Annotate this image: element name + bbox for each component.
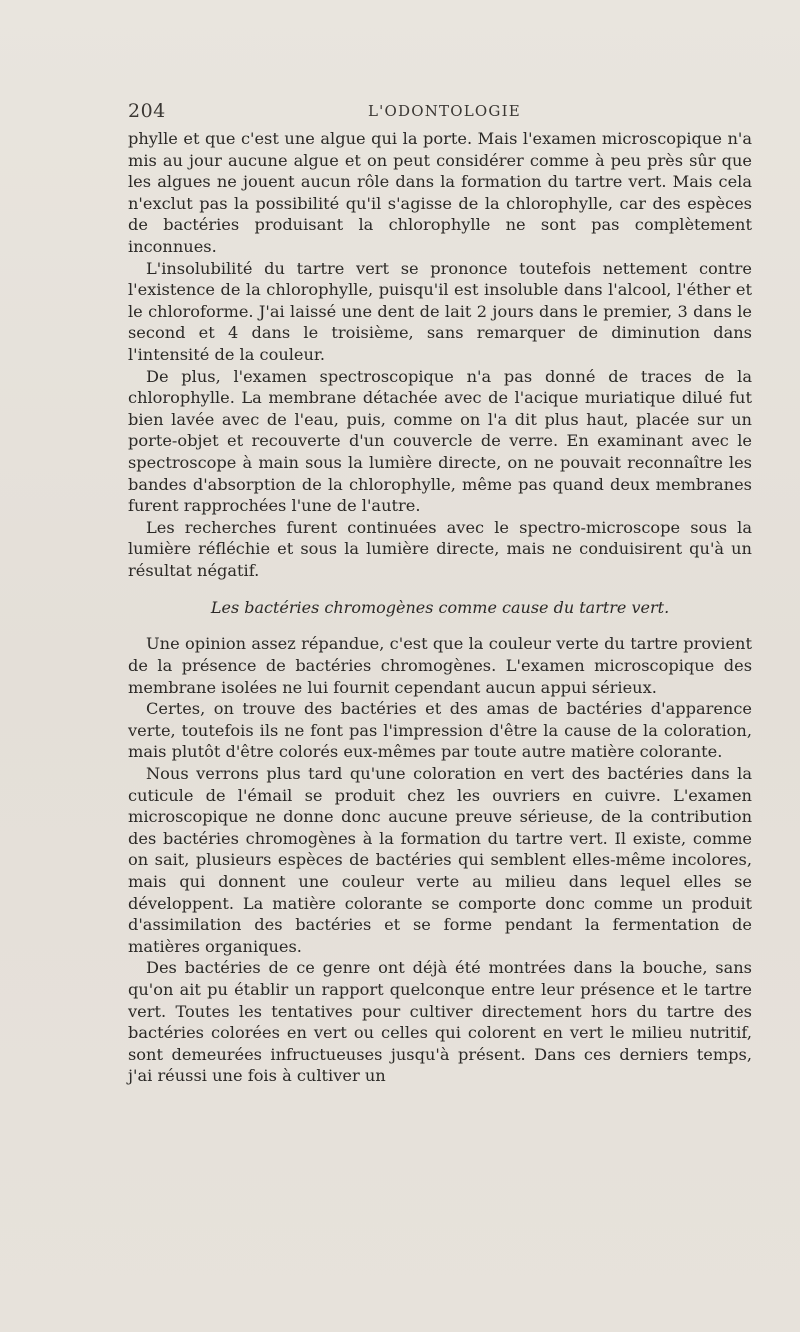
paragraph: Une opinion assez répandue, c'est que la couleur verte du tartre provient de la présence de bactéries chromogènes. L'examen microscopique des membrane isolées ne lui fournit cependant aucun appui sérieux.: [128, 634, 752, 697]
paragraph: Les recherches furent continuées avec le spectro-microscope sous la lumière réfléchie et sous la lumière directe, mais ne conduisirent qu'à un résultat négatif.: [128, 517, 752, 580]
paragraph: L'insolubilité du tartre vert se prononce toutefois nettement contre l'existence de la chlorophylle, puisqu'il est insoluble dans l'alcool, l'éther et le chloroforme. J'ai laissé une dent de lait 2 jours dans le premier, 3 dans le second et 4 dans le troisième, sans remarquer de diminution dans l'intensité de la couleur.: [128, 258, 752, 364]
paragraph: De plus, l'examen spectroscopique n'a pas donné de traces de la chlorophylle. La membrane détachée avec de l'acique muriatique dilué fut bien lavée avec de l'eau, puis, comme on l'a dit plus haut, placée sur un porte-objet et recouverte d'un couvercle de verre. En examinant avec le spectroscope à main sous la lumière directe, on ne pouvait reconnaître les bandes d'absorption de la chlorophylle, même pas quand deux membranes furent rapprochées l'une de l'autre.: [128, 366, 752, 516]
body-text: [128, 128, 752, 1087]
paragraph: Nous verrons plus tard qu'une coloration en vert des bactéries dans la cuticule de l'émail se produit chez les ouvriers en cuivre. L'examen microscopique ne donne donc aucune preuve sérieuse, de la contribution des bactéries chromogènes à la formation du tartre vert. Il existe, comme on sait, plusieurs espèces de bactéries qui semblent elles-même incolores, mais qui donnent une couleur verte au milieu dans lequel elles se développent. La matière colorante se comporte donc comme un produit d'assimilation des bactéries et se forme pendant la fermentation de matières organiques.: [128, 764, 752, 956]
page-header: [128, 100, 752, 124]
running-title: L'ODONTOLOGIE: [368, 102, 521, 120]
section-heading: Les bactéries chromogènes comme cause du tartre vert.: [210, 598, 670, 618]
paragraph: phylle et que c'est une algue qui la porte. Mais l'examen microscopique n'a mis au jour aucune algue et on peut considérer comme à peu près sûr que les algues ne jouent aucun rôle dans la formation du tartre vert. Mais cela n'exclut pas la possibilité qu'il s'agisse de la chlorophylle, car des espèces de bactéries produisant la chlorophylle ne sont pas complètement inconnues.: [128, 129, 752, 256]
page-number: 204: [128, 100, 166, 122]
paragraph: Des bactéries de ce genre ont déjà été montrées dans la bouche, sans qu'on ait pu établir un rapport quelconque entre leur présence et le tartre vert. Toutes les tentatives pour cultiver directement hors du tartre des bactéries colorées en vert ou celles qui colorent en vert le milieu nutritif, sont demeurées infructueuses jusqu'à présent. Dans ces derniers temps, j'ai réussi une fois à cultiver un: [128, 958, 752, 1086]
paragraph: Certes, on trouve des bactéries et des amas de bactéries d'apparence verte, toutefois ils ne font pas l'impression d'être la cause de la coloration, mais plutôt d'être colorés eux-mêmes par toute autre matière colorante.: [128, 699, 752, 762]
